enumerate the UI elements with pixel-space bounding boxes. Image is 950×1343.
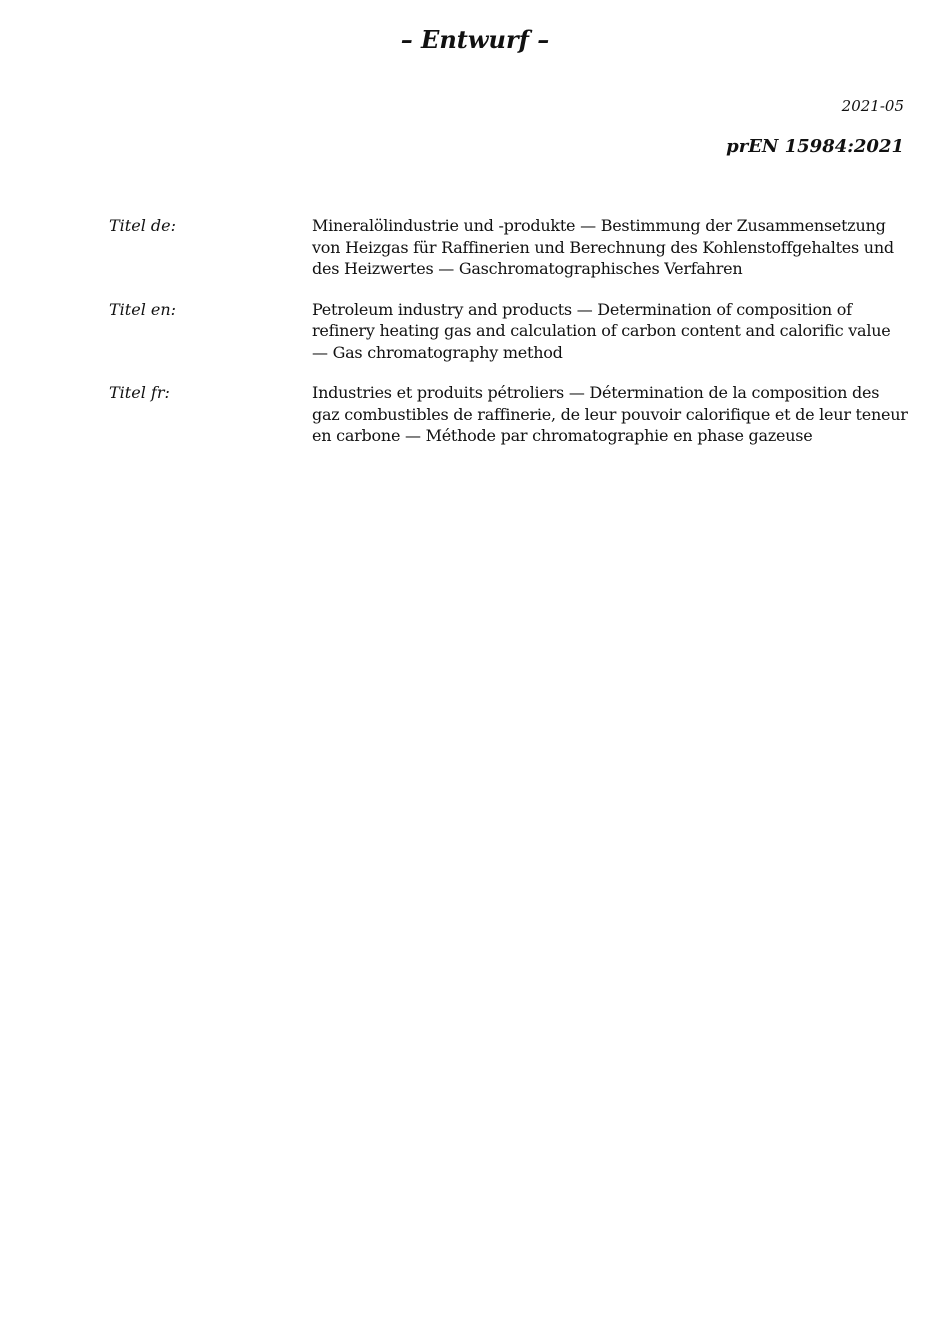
title-label-de: Titel de:	[109, 216, 176, 235]
title-text-fr: Industries et produits pétroliers — Détermination de la composition des gaz combustibles de raffinerie, de leur pouvoir calorifique et de leur teneur en carbone — Méthode par chromatographie en phase gazeuse	[312, 383, 908, 445]
document-number: prEN 15984:2021	[726, 136, 904, 157]
title-label-en: Titel en:	[109, 299, 177, 319]
title-row-en	[109, 299, 909, 364]
draft-heading: – Entwurf –	[400, 25, 550, 54]
title-row-de	[109, 215, 909, 280]
title-text-de: Mineralölindustrie und -produkte — Bestimmung der Zusammensetzung von Heizgas für Raffinerien und Berechnung des Kohlenstoffgehaltes und des Heizwertes — Gaschromatographisches Verfahren	[312, 216, 894, 278]
title-text-en: Petroleum industry and products — Determination of composition of refinery heating gas and calculation of carbon content and calorific value — Gas chromatography method	[312, 299, 891, 362]
title-row-fr	[109, 382, 909, 447]
title-table	[109, 215, 909, 466]
document-date: 2021-05	[841, 97, 904, 115]
title-label-fr: Titel fr:	[109, 383, 170, 402]
